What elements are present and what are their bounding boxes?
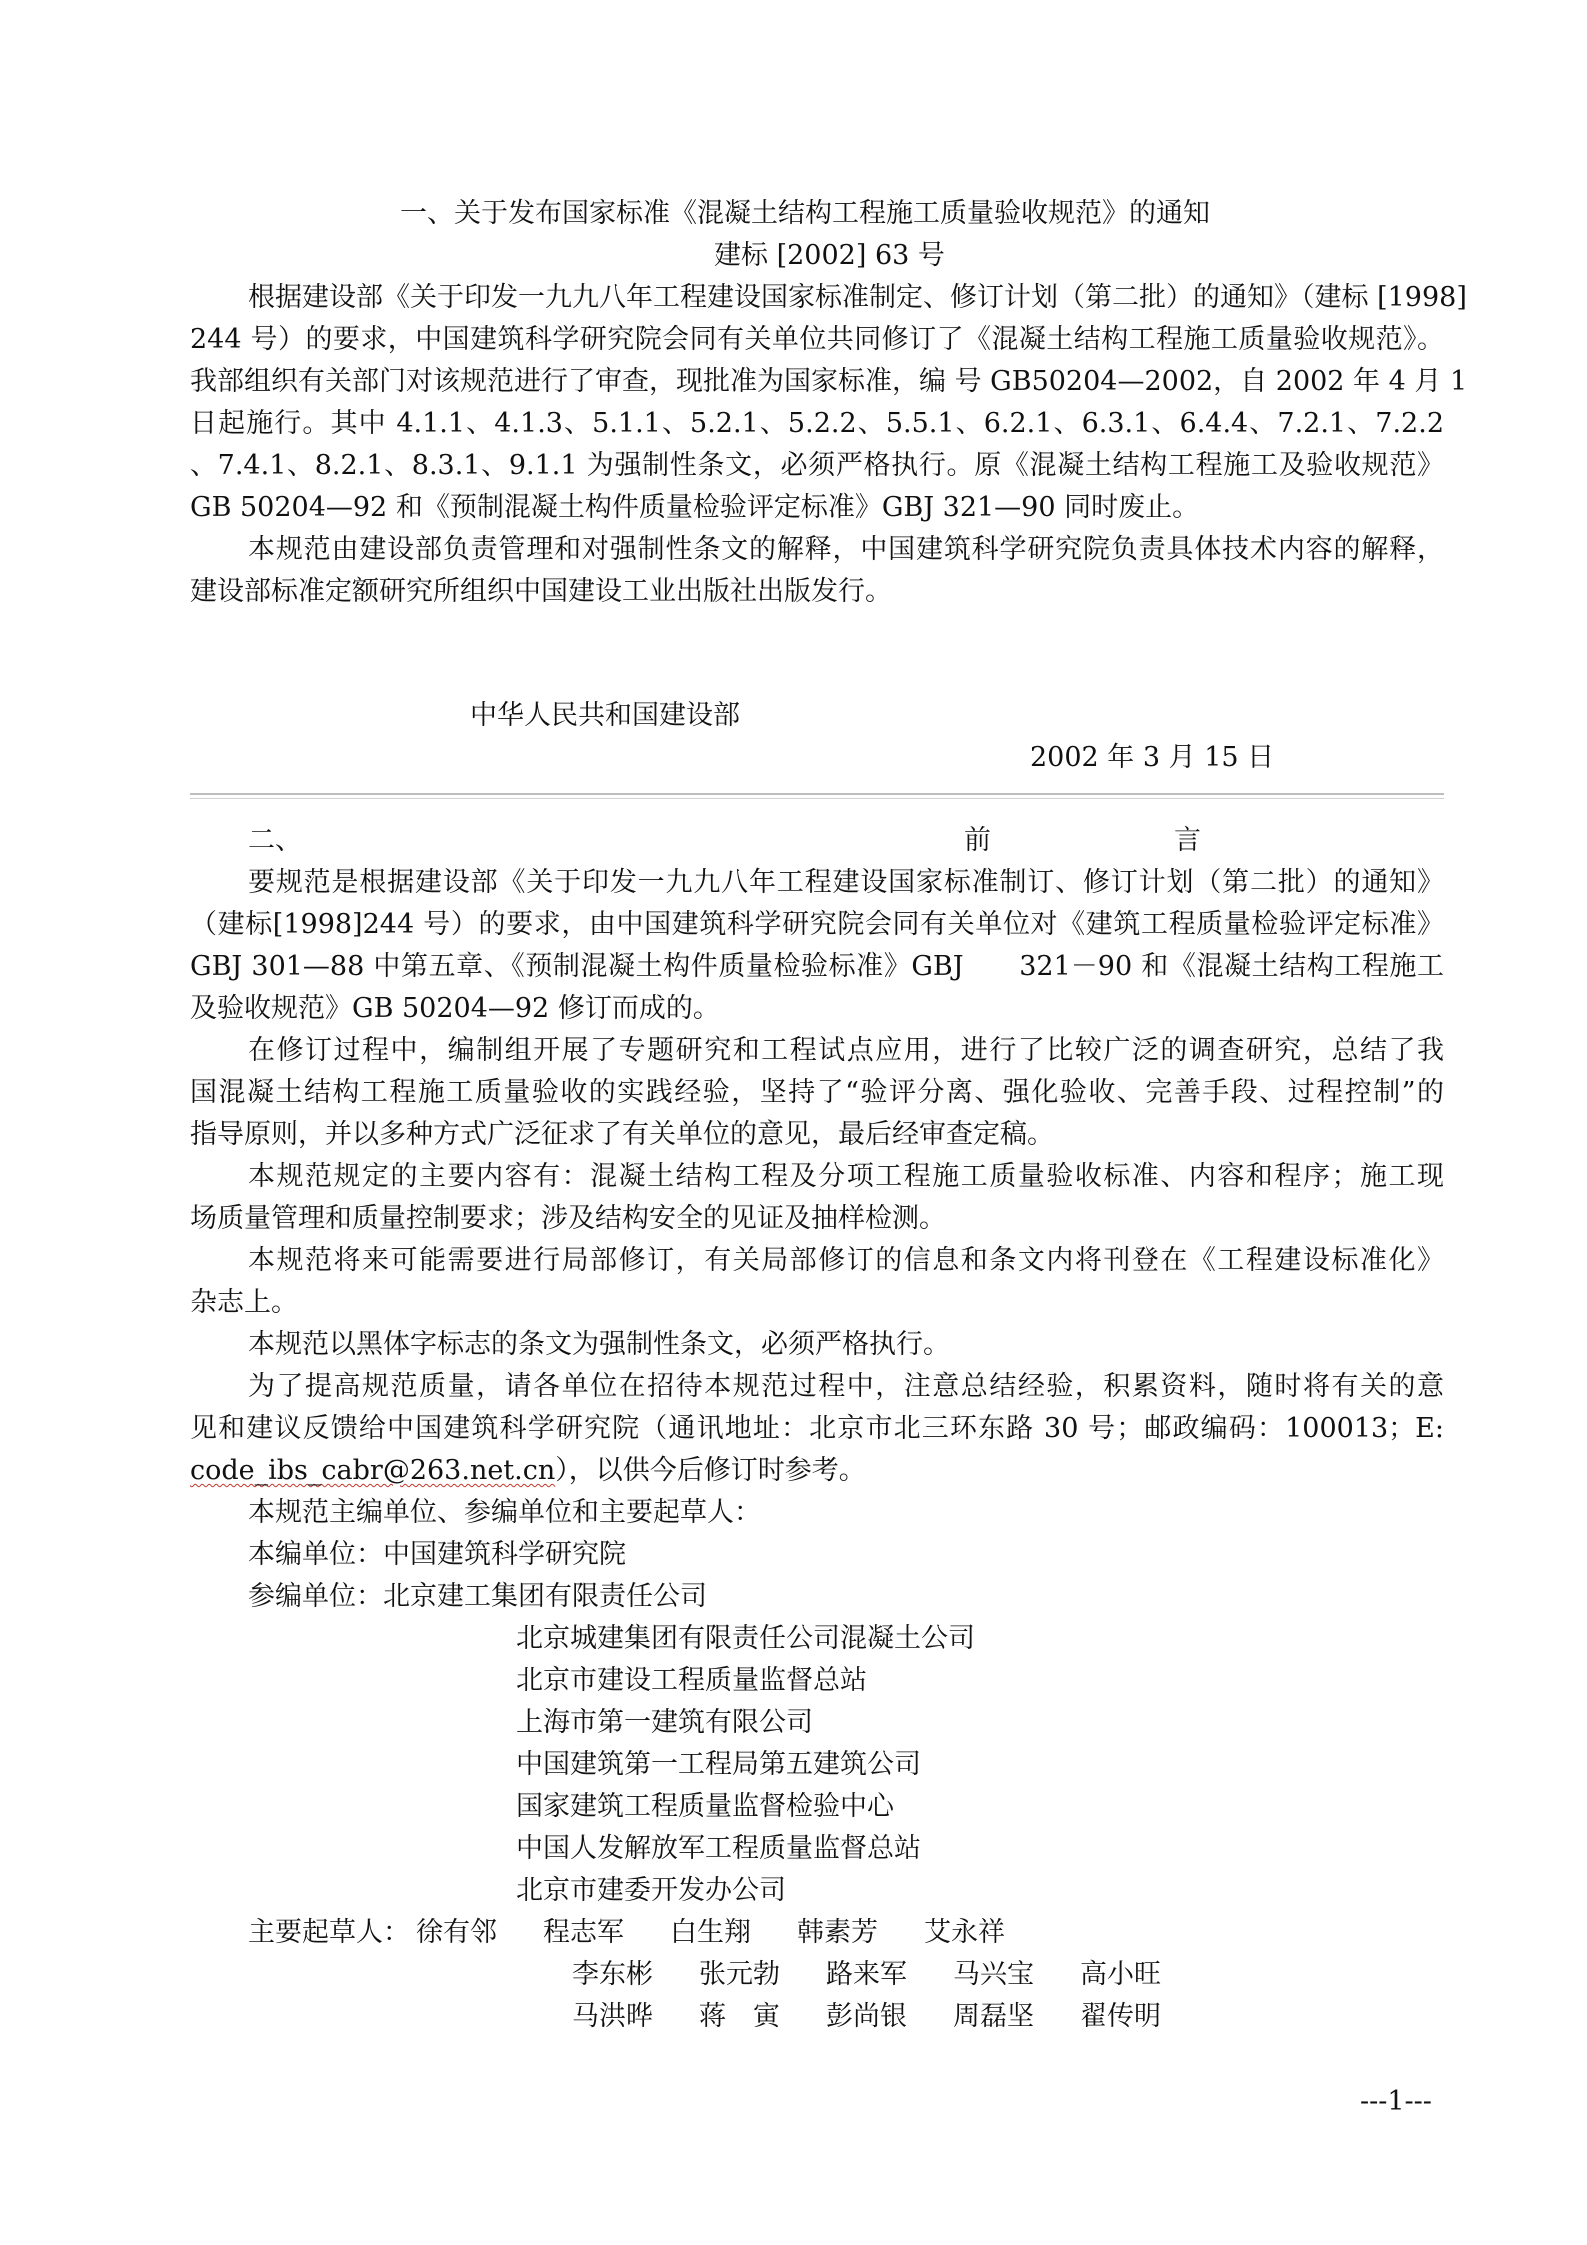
- drafter-name: 韩素芳: [797, 1917, 878, 1948]
- drafters-label: 主要起草人：: [248, 1917, 410, 1948]
- co-unit-item: 北京市建设工程质量监督总站: [516, 1665, 867, 1696]
- drafter-name: 高小旺: [1080, 1959, 1161, 1990]
- drafter-name: 彭尚银: [826, 2001, 907, 2032]
- preface-p6-line2: 见和建议反馈给中国建筑科学研究院（通讯地址：北京市北三环东路 30 号；邮政编码：100013；E:: [190, 1413, 1444, 1444]
- notice-doc-number: 建标 [2002] 63 号: [714, 240, 945, 271]
- section-divider-top: [190, 793, 1444, 795]
- preface-p3-line1: 本规范规定的主要内容有：混凝土结构工程及分项工程施工质量验收标准、内容和程序；施工现: [248, 1161, 1444, 1192]
- preface-p2-line3: 指导原则，并以多种方式广泛征求了有关单位的意见，最后经审查定稿。: [190, 1119, 1054, 1150]
- preface-p6-line3: [190, 1451, 866, 1491]
- notice-title: 一、关于发布国家标准《混凝土结构工程施工质量验收规范》的通知: [400, 198, 1210, 229]
- drafter-name: 李东彬: [572, 1959, 653, 1990]
- co-units-label: 参编单位：北京建工集团有限责任公司: [248, 1581, 707, 1612]
- drafter-name: 蒋 寅: [699, 2001, 780, 2032]
- notice-p2-line1: 本规范由建设部负责管理和对强制性条文的解释，中国建筑科学研究院负责具体技术内容的解释，: [248, 534, 1444, 565]
- preface-p1-line4: 及验收规范》GB 50204—92 修订而成的。: [190, 993, 720, 1024]
- drafter-name: 马洪晔: [572, 2001, 653, 2032]
- drafter-name: 白生翔: [670, 1917, 751, 1948]
- preface-title-char1: 前: [964, 825, 991, 856]
- preface-p1-line2: （建标[1998]244 号）的要求，由中国建筑科学研究院会同有关单位对《建筑工程质量检验评定标准》: [190, 909, 1444, 940]
- preface-p6-line1: 为了提高规范质量，请各单位在招待本规范过程中，注意总结经验，积累资料，随时将有关的意: [248, 1371, 1444, 1402]
- preface-p1-line1: 要规范是根据建设部《关于印发一九九八年工程建设国家标准制订、修订计划（第二批）的通知》: [248, 867, 1444, 898]
- drafter-name: 周磊坚: [953, 2001, 1034, 2032]
- drafters-row-1: [416, 1913, 1051, 1953]
- notice-p1-line4: 日起施行。其中 4.1.1、4.1.3、5.1.1、5.2.1、5.2.2、5.5.1、6.2.1、6.3.1、6.4.4、7.2.1、7.2.2: [190, 408, 1444, 439]
- chief-unit: 本编单位：中国建筑科学研究院: [248, 1539, 626, 1570]
- notice-p2-line2: 建设部标准定额研究所组织中国建设工业出版社出版发行。: [190, 576, 892, 607]
- drafters-row-3: [572, 1997, 1207, 2037]
- contact-email: code_ibs_cabr@263.net.cn: [190, 1455, 556, 1486]
- preface-p1-line3: GBJ 301—88 中第五章、《预制混凝土构件质量检验标准》GBJ 321－90 和《混凝土结构工程施工: [190, 951, 1444, 982]
- preface-number: 二、: [248, 825, 302, 856]
- preface-p6-tail: ），以供今后修订时参考。: [555, 1455, 866, 1486]
- page-number: ---1---: [1360, 2086, 1432, 2117]
- preface-p2-line2: 国混凝土结构工程施工质量验收的实践经验，坚持了“验评分离、强化验收、完善手段、过程控制”的: [190, 1077, 1444, 1108]
- notice-p1-line3: 我部组织有关部门对该规范进行了审查，现批准为国家标准，编 号 GB50204—2002，自 2002 年 4 月 1: [190, 366, 1468, 397]
- co-unit-item: 中国建筑第一工程局第五建筑公司: [516, 1749, 921, 1780]
- co-unit-item: 北京城建集团有限责任公司混凝土公司: [516, 1623, 975, 1654]
- preface-p4-line1: 本规范将来可能需要进行局部修订，有关局部修订的信息和条文内将刊登在《工程建设标准化》: [248, 1245, 1444, 1276]
- notice-issuer: 中华人民共和国建设部: [470, 700, 740, 731]
- notice-p1-line6: GB 50204—92 和《预制混凝土构件质量检验评定标准》GBJ 321—90 同时废止。: [190, 492, 1200, 523]
- notice-p1-line1: 根据建设部《关于印发一九九八年工程建设国家标准制定、修订计划（第二批）的通知》（建标 [1998]: [248, 282, 1467, 313]
- preface-p4-line2: 杂志上。: [190, 1287, 298, 1318]
- drafter-name: 路来军: [826, 1959, 907, 1990]
- preface-p5: 本规范以黑体字标志的条文为强制性条文，必须严格执行。: [248, 1329, 950, 1360]
- preface-p3-line2: 场质量管理和质量控制要求；涉及结构安全的见证及抽样检测。: [190, 1203, 946, 1234]
- drafter-name: 程志军: [543, 1917, 624, 1948]
- drafter-name: 艾永祥: [924, 1917, 1005, 1948]
- drafter-name: 张元勃: [699, 1959, 780, 1990]
- preface-title-char2: 言: [1174, 825, 1201, 856]
- notice-p1-line2: 244 号）的要求，中国建筑科学研究院会同有关单位共同修订了《混凝土结构工程施工质量验收规范》。: [190, 324, 1444, 355]
- notice-p1-line5: 、7.4.1、8.2.1、8.3.1、9.1.1 为强制性条文，必须严格执行。原《混凝土结构工程施工及验收规范》: [190, 450, 1444, 481]
- drafter-name: 翟传明: [1080, 2001, 1161, 2032]
- co-unit-item: 国家建筑工程质量监督检验中心: [516, 1791, 894, 1822]
- drafters-row-2: [572, 1955, 1207, 1995]
- co-unit-item: 中国人发解放军工程质量监督总站: [516, 1833, 921, 1864]
- preface-p2-line1: 在修订过程中，编制组开展了专题研究和工程试点应用，进行了比较广泛的调查研究，总结了我: [248, 1035, 1444, 1066]
- units-intro: 本规范主编单位、参编单位和主要起草人：: [248, 1497, 761, 1528]
- co-unit-item: 上海市第一建筑有限公司: [516, 1707, 813, 1738]
- co-unit-item: 北京市建委开发办公司: [516, 1875, 786, 1906]
- section-divider-bottom: [190, 798, 1444, 799]
- drafter-name: 马兴宝: [953, 1959, 1034, 1990]
- notice-date: 2002 年 3 月 15 日: [1030, 742, 1275, 773]
- drafter-name: 徐有邻: [416, 1917, 497, 1948]
